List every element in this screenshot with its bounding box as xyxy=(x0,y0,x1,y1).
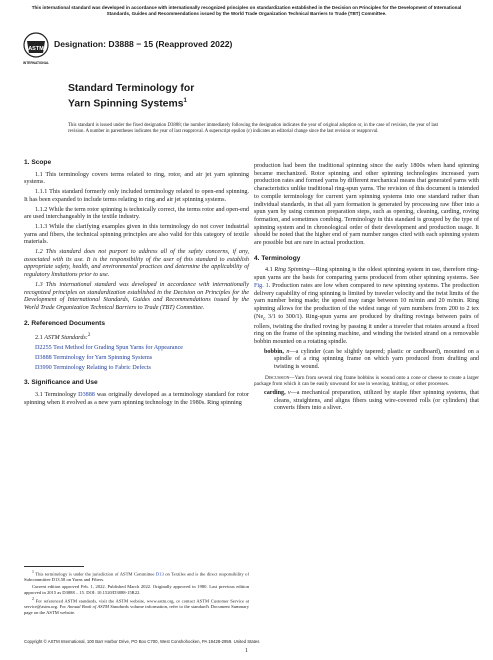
definition-carding: carding, v—a mechanical preparation, utilized by staple fiber spinning systems, that cleans, straightens, and aligns fibers using wire-covered rolls (or cylinders) that converts fibers into a sliver. xyxy=(264,389,479,412)
copyright-line: Copyright © ASTM International, 100 Barr Harbor Drive, PO Box C700, West Conshohocken, PA 19428-2959. United States xyxy=(24,639,260,644)
para-1-3: 1.3 This international standard was developed in accordance with internationally recognized principles on standardization established in the Decision on Principles for the Development of International Standards, Guides and Recommendations issued by the World Trade Organization Technical Barriers to Trade (TBT) Committee. xyxy=(24,281,249,311)
title-footnote-mark: 1 xyxy=(183,98,187,104)
para-1-1: 1.1 This terminology covers terms related to ring, rotor, and air jet yarn spinning systems. xyxy=(24,171,249,186)
footnote-divider xyxy=(24,566,84,567)
tbt-notice: This international standard was developed in accordance with internationally recognized principles on standardization established in the Decision on Principles for the Development of International Standards, Guides and Recommendations issued by the World Trade Organization Technical Barriers to Trade (TBT) Committee. xyxy=(31,5,462,16)
footnote-2: $^2$ For referenced ASTM standards, visit the ASTM website, www.astm.org, or contact ASTM Customer Service at service@astm.org. For Annual Book of ASTM Standards volume information, refer to the standard's Document Summary page on the ASTM website. xyxy=(24,596,249,615)
para-1-2: 1.2 This standard does not purport to address all of the safety concerns, if any, associated with its use. It is the responsibility of the user of this standard to establish appropriate safety, health, and environmental practices and determine the applicability of regulatory limitations prior to use. xyxy=(24,249,249,279)
para-4-1: 4.1 Ring Spinning—Ring spinning is the oldest spinning system in use, therefore ring-spun yarns are the basis for comparing yarns produced from other spinning systems. See Fig. 1. Production rates are low when compared to new spinning systems. The production delivery capability of ring spinning is limited by traveler velocity and the twist limits of the yarn number being made; the speed may range between 10 m/min and 20 m/min. Ring spinning allows for the production of the widest range of yarn numbers from 200 to 2 tex ($Ne_c$ 3/1 to 300/1). Ring-spun yarns are produced by drafting rovings between pairs of rollers, twisting the drafted roving by passing it under a traveler that rotates around a fixed ring on the frame of the spinning machine, and winding the twisted strand on a removable bobbin mounted on a rotating spindle. xyxy=(254,267,480,345)
footnote-1-edition: Current edition approved Feb. 1, 2022. Published March 2022. Originally approved in 1980. Last previous edition approved in 2015 as D3888 – 15. DOI: 10.1520/D3888-15R22. xyxy=(24,584,249,595)
definition-bobbin: bobbin, n—a cylinder (can be slightly tapered; plastic or cardboard), mounted on a spindle of a ring spinning frame on which yarn produced from drafting and twisting is wound. xyxy=(264,348,479,371)
footnote-1: $^1$ This terminology is under the jurisdiction of ASTM Committee D13 on Textiles and is the direct responsibility of Subcommittee D13.58 on Yarns and Fibers. xyxy=(24,570,250,583)
para-1-1-2: 1.1.2 While the term rotor spinning is technically correct, the terms rotor and open-end are used interchangeably in the textile industry. xyxy=(24,206,249,221)
section-scope-heading: 1. Scope xyxy=(24,159,52,166)
figure-1-link[interactable]: Fig. 1 xyxy=(254,282,269,289)
ref-link-d3990[interactable]: D3990 xyxy=(35,364,52,371)
para-1-1-3: 1.1.3 While the clarifying examples given in this terminology do not cover industrial yarns and fibers, the technical spinning principles are also valid for this category of textile materials. xyxy=(24,223,249,246)
designation: Designation: D3888 − 15 (Reapproved 2022) xyxy=(54,39,233,49)
reference-d3990: D3990 Terminology Relating to Fabric Defects xyxy=(35,364,151,371)
ref-link-d3888[interactable]: D3888 xyxy=(35,354,52,361)
para-2-1: 2.1 ASTM Standards:$^2$ xyxy=(35,332,91,342)
para-3-1-continued: production had been the traditional spinning since the early 1800s when hand spinning became mechanized. Rotor spinning and other spinning technologies increased yarn production rates and formed yarns by different mechanical means that generated yarns with characteristics unlike traditional ring-spun yarns. The revision of this document is intended to compile terminology for current yarn spinning systems into one standard rather than individual standards, in that all yarn formation is generated by processing raw fiber into a spun yarn by using common preparation steps, such as opening, cleaning, carding, roving formation, and sometimes combing. Terminology in this standard is grouped by the type of spinning system and in chronological order of their development and production usage. It should be noted that the higher end of yarn number ranges cited with each spinning system are possible but are rare in actual production. xyxy=(254,163,479,247)
astm-logo xyxy=(23,32,49,68)
ref-link-d3888-inline[interactable]: D3888 xyxy=(78,391,95,398)
para-3-1: 3.1 Terminology D3888 was originally developed as a terminology standard for rotor spinning when it evolved as a new yarn spinning technology in the 1980s. Ring spinning xyxy=(24,391,249,406)
committee-d13-link[interactable]: D13 xyxy=(155,571,164,577)
section-references-heading: 2. Referenced Documents xyxy=(24,319,105,327)
title-line-2: Yarn Spinning Systems$^1$ xyxy=(68,98,187,110)
left-column xyxy=(24,159,249,409)
reference-d2255: D2255 Test Method for Grading Spun Yarns for Appearance xyxy=(35,345,184,352)
issued-note: This standard is issued under the fixed designation D3888; the number immediately following the designation indicates the year of original adoption or, in the case of revision, the year of last revision. A number in parentheses indicates the year of last reapproval. A superscript epsilon (ε) indicates an editorial change since the last revision or reapproval. xyxy=(68,123,438,135)
svg-text:ASTM: ASTM xyxy=(28,46,44,52)
discussion-bobbin: Discussion—Yarn from several ring frame bobbins is wound onto a cone or cheese to create a larger package from which it can be easily unwound for use in weaving, knitting, or other processes. xyxy=(254,374,479,388)
title-line-1: Standard Terminology for xyxy=(68,83,195,94)
page-number: 1 xyxy=(245,648,248,654)
section-terminology-heading: 4. Terminology xyxy=(254,254,301,262)
reference-d3888: D3888 Terminology for Yarn Spinning Systems xyxy=(35,354,153,361)
ref-link-d2255[interactable]: D2255 xyxy=(35,345,52,352)
right-column xyxy=(254,163,479,415)
para-1-1-1: 1.1.1 This standard formerly only included terminology related to open-end spinning. It has been expanded to include terms relating to ring and air jet spinning systems. xyxy=(24,189,249,203)
section-significance-heading: 3. Significance and Use xyxy=(24,379,98,387)
document-title xyxy=(68,82,194,110)
footnotes xyxy=(24,570,249,617)
svg-text:INTERNATIONAL: INTERNATIONAL xyxy=(23,61,49,65)
